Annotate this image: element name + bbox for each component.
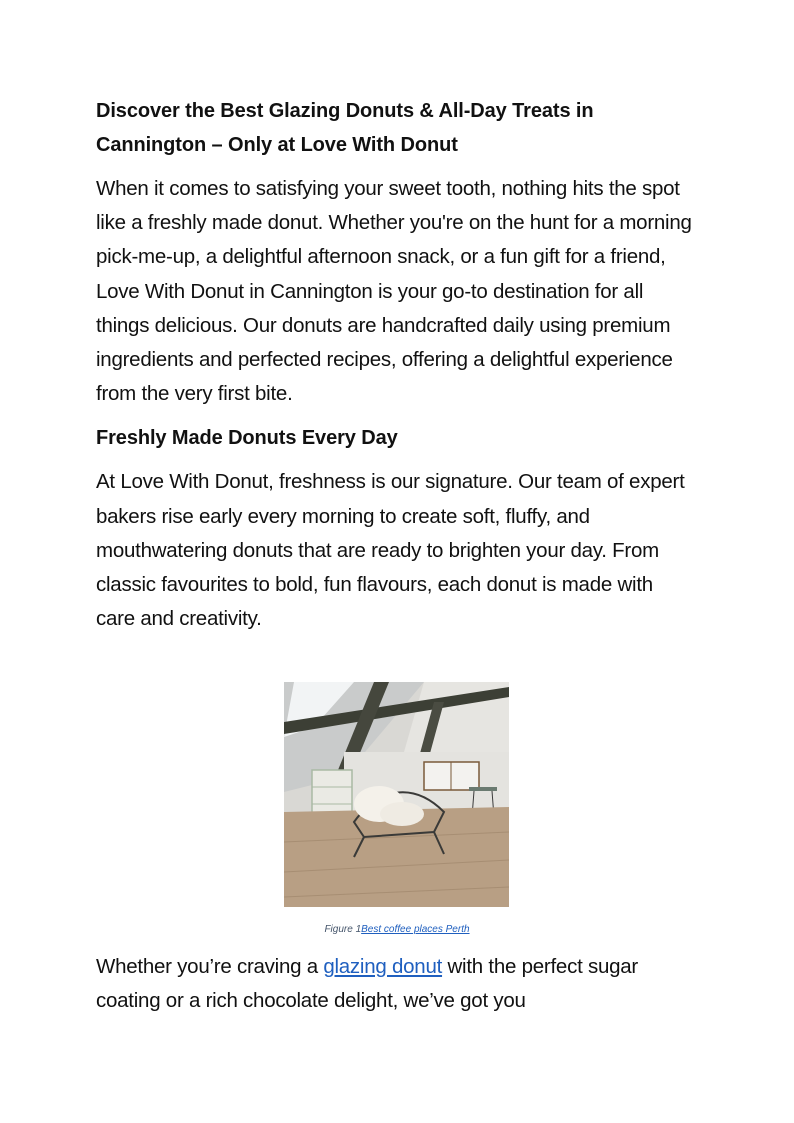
section-paragraph: At Love With Donut, freshness is our signature. Our team of expert bakers rise early every morning to create soft, fluffy, and mouthwatering donuts that are ready to brighten your day. From classic favourites to bold, fun flavours, each donut is made with care and creativity.: [96, 470, 685, 631]
attic-room-photo: [284, 682, 509, 907]
closing-text-before: Whether you’re craving a: [96, 955, 324, 978]
closing-paragraph: [96, 950, 696, 1018]
section-heading: Freshly Made Donuts Every Day: [96, 427, 398, 450]
document-body: [96, 94, 696, 646]
intro-paragraph: When it comes to satisfying your sweet tooth, nothing hits the spot like a freshly made donut. Whether you're on the hunt for a morning pick-me-up, a delightful afternoon snack, or a fun gift for a friend, Love With Donut in Cannington is your go-to destination for all things delicious. Our donuts are handcrafted daily using premium ingredients and perfected recipes, offering a delightful experience from the very first bite.: [96, 177, 692, 406]
closing-text-after: with the perfect sugar coating or a rich chocolate delight, we’ve got you: [96, 955, 638, 1013]
glazing-donut-link[interactable]: glazing donut: [323, 955, 443, 978]
figure-caption: [0, 924, 794, 935]
caption-link[interactable]: Best coffee places Perth: [361, 924, 470, 935]
main-heading: Discover the Best Glazing Donuts & All-Day Treats in Cannington – Only at Love With Donut: [96, 100, 594, 156]
caption-prefix: Figure 1: [324, 924, 362, 935]
